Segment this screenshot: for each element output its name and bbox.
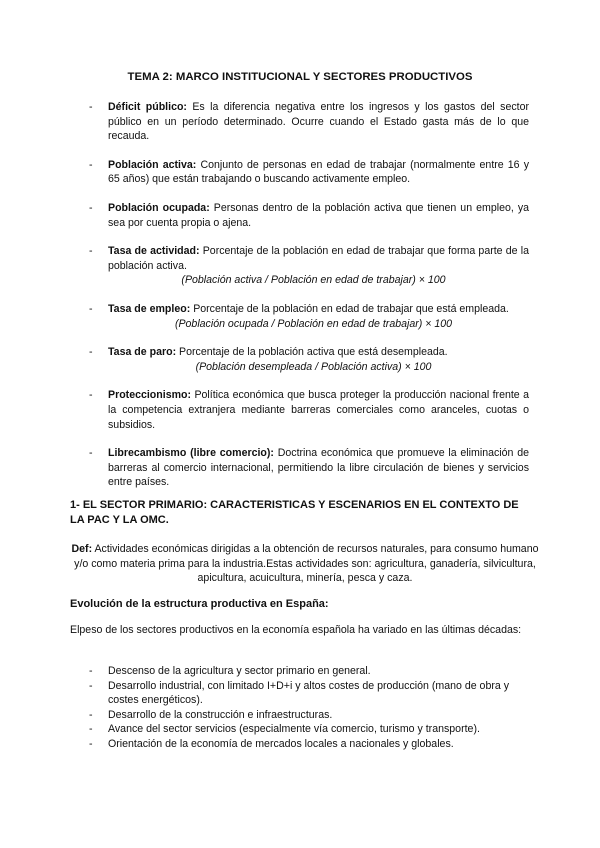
definition-item <box>89 201 529 230</box>
definition-item <box>89 244 529 288</box>
definition-text: Porcentaje de la población en edad de trabajar que forma parte de la población activa. <box>108 245 529 272</box>
list-item: - Descenso de la agricultura y sector primario en general. <box>89 664 529 679</box>
definition-text: Doctrina económica que promueve la eliminación de barreras al comercio internacional, permitiendo la libre circulación de bienes y servicios entre países. <box>108 447 529 489</box>
definition-term: Tasa de paro: <box>108 346 177 359</box>
list-item: - Desarrollo industrial, con limitado I+D+i y altos costes de producción (mano de obra y costes energéticos). <box>89 679 529 708</box>
definition-term: Tasa de actividad: <box>108 245 200 258</box>
evolution-list <box>89 664 529 752</box>
definition-item <box>89 100 529 144</box>
definition-term: Librecambismo (libre comercio): <box>108 447 274 460</box>
definition-text: Porcentaje de la población en edad de trabajar que está empleada. <box>193 302 509 315</box>
section-heading: 1- EL SECTOR PRIMARIO: CARACTERISTICAS Y ESCENARIOS EN EL CONTEXTO DE LA PAC Y LA OMC. <box>70 499 519 526</box>
definition-formula: (Población activa / Población en edad de trabajar) × 100 <box>181 274 446 287</box>
definition-term: Población activa: <box>108 158 197 171</box>
definition-item <box>89 345 529 374</box>
definition-term: Población ocupada: <box>108 201 210 214</box>
definition-formula: (Población desempleada / Población activa) × 100 <box>195 360 432 373</box>
definition-text: Es la diferencia negativa entre los ingresos y los gastos del sector público en un período determinado. Ocurre cuando el Estado gasta más de lo que recauda. <box>108 101 529 143</box>
section-definition <box>70 542 540 586</box>
intro-paragraph: Elpeso de los sectores productivos en la economía española ha variado en las últimas décadas: <box>70 624 522 636</box>
list-item: - Avance del sector servicios (especialmente vía comercio, turismo y transporte). <box>89 722 529 737</box>
definition-label: Def: <box>71 543 93 555</box>
definition-item <box>89 446 529 490</box>
definition-text: Personas dentro de la población activa que tienen un empleo, ya sea por cuenta propia o ajena. <box>108 201 530 229</box>
definition-term: Tasa de empleo: <box>108 302 191 315</box>
definition-item <box>89 302 529 331</box>
subheading: Evolución de la estructura productiva en España: <box>70 598 329 610</box>
definition-term: Proteccionismo: <box>108 389 192 402</box>
definition-text: Porcentaje de la población activa que está desempleada. <box>179 346 448 359</box>
definition-item <box>89 388 529 432</box>
definition-formula: (Población ocupada / Población en edad de trabajar) × 100 <box>174 317 453 330</box>
definition-item <box>89 158 529 187</box>
definition-text: Conjunto de personas en edad de trabajar (normalmente entre 16 y 65 años) que están trabajando o buscando activamente empleo. <box>108 158 529 186</box>
definition-list <box>89 100 529 490</box>
definition-term: Déficit público: <box>108 101 187 113</box>
page-title: TEMA 2: MARCO INSTITUCIONAL Y SECTORES PRODUCTIVOS <box>127 71 473 83</box>
list-item: - Orientación de la economía de mercados locales a nacionales y globales. <box>89 737 529 752</box>
list-item: - Desarrollo de la construcción e infraestructuras. <box>89 708 529 723</box>
definition-body: Actividades económicas dirigidas a la obtención de recursos naturales, para consumo humano y/o como materia prima para la industria.Estas actividades son: agricultura, ganadería, silvicultura, apicultura, acuicultura, minería, pesca y caza. <box>74 543 539 585</box>
definition-text: Política económica que busca proteger la producción nacional frente a la competencia extranjera mediante barreras comerciales como aranceles, cuotas o subsidios. <box>108 389 529 431</box>
